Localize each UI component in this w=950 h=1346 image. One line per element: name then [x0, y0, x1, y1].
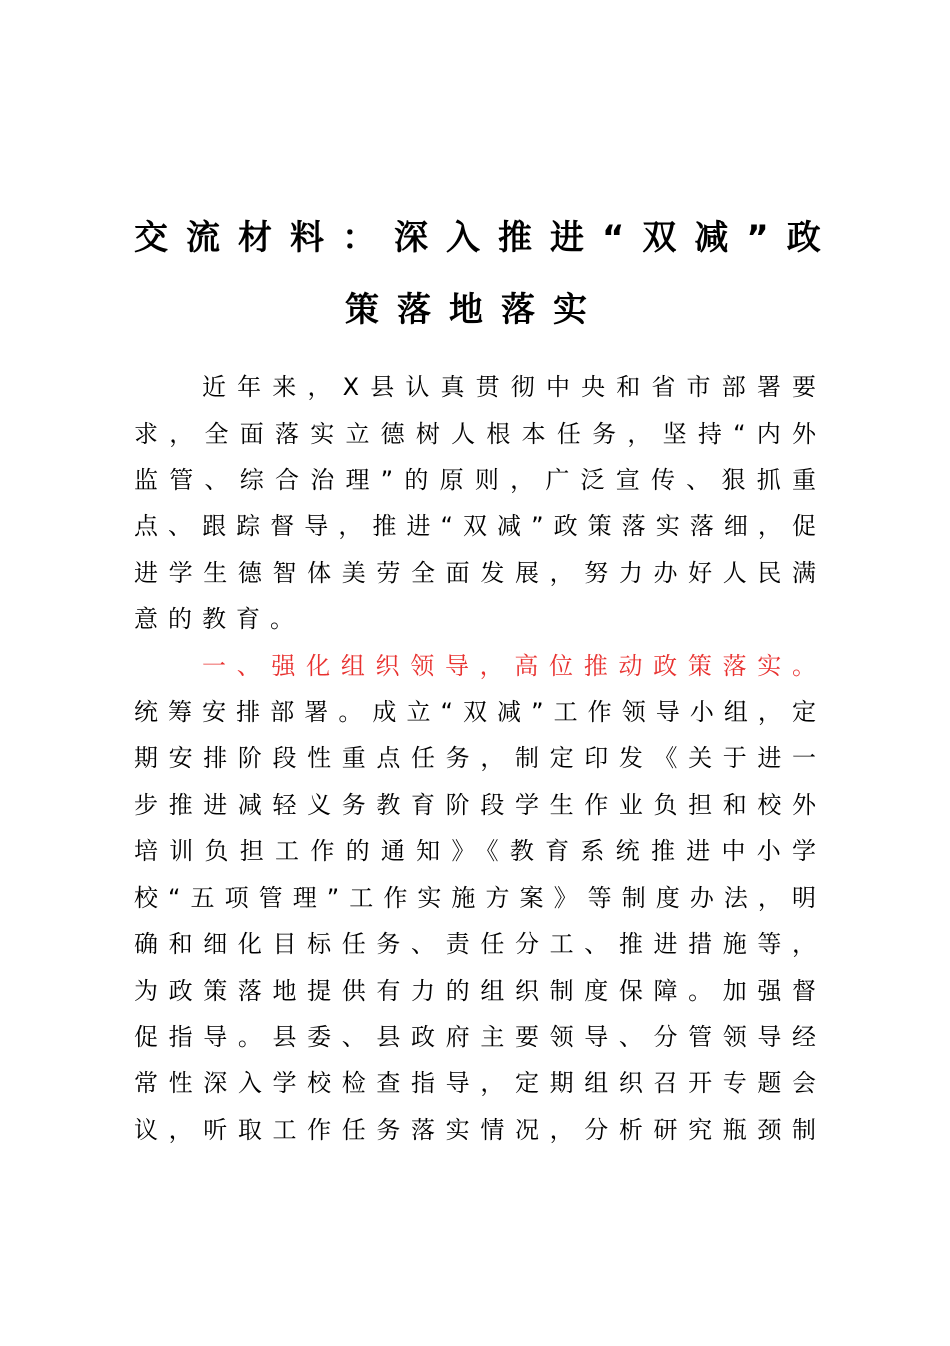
- paragraph-line: 为政策落地提供有力的组织制度保障。加强督: [134, 977, 816, 1005]
- paragraph-line: 期安排阶段性重点任务，制定印发《关于进一: [134, 744, 816, 772]
- paragraph-line: 意的教育。: [134, 605, 304, 633]
- section-heading: 一、强化组织领导，高位推动政策落实。: [202, 652, 816, 680]
- paragraph-line: 点、跟踪督导，推进“双减”政策落实落细，促: [134, 512, 816, 540]
- paragraph-line: 监管、综合治理”的原则，广泛宣传、狠抓重: [134, 466, 816, 494]
- paragraph-line: 近年来，X县认真贯彻中央和省市部署要: [202, 373, 816, 401]
- paragraph-line: 步推进减轻义务教育阶段学生作业负担和校外: [134, 791, 816, 819]
- paragraph-line: 培训负担工作的通知》《教育系统推进中小学: [134, 837, 816, 865]
- document-title-line-1: 交流材料：深入推进“双减”政: [134, 218, 839, 258]
- paragraph-line: 校“五项管理”工作实施方案》等制度办法，明: [134, 884, 816, 912]
- paragraph-line: 求，全面落实立德树人根本任务，坚持“内外: [134, 420, 816, 448]
- paragraph-line: 常性深入学校检查指导，定期组织召开专题会: [134, 1069, 816, 1097]
- paragraph-line: 确和细化目标任务、责任分工、推进措施等，: [134, 930, 816, 958]
- paragraph-line: 促指导。县委、县政府主要领导、分管领导经: [134, 1023, 816, 1051]
- paragraph-line: 统筹安排部署。成立“双减”工作领导小组，定: [134, 698, 816, 726]
- paragraph-line: 议，听取工作任务落实情况，分析研究瓶颈制: [134, 1116, 816, 1144]
- document-title-line-2: 策落地落实: [345, 290, 605, 330]
- paragraph-line: 进学生德智体美劳全面发展，努力办好人民满: [134, 559, 816, 587]
